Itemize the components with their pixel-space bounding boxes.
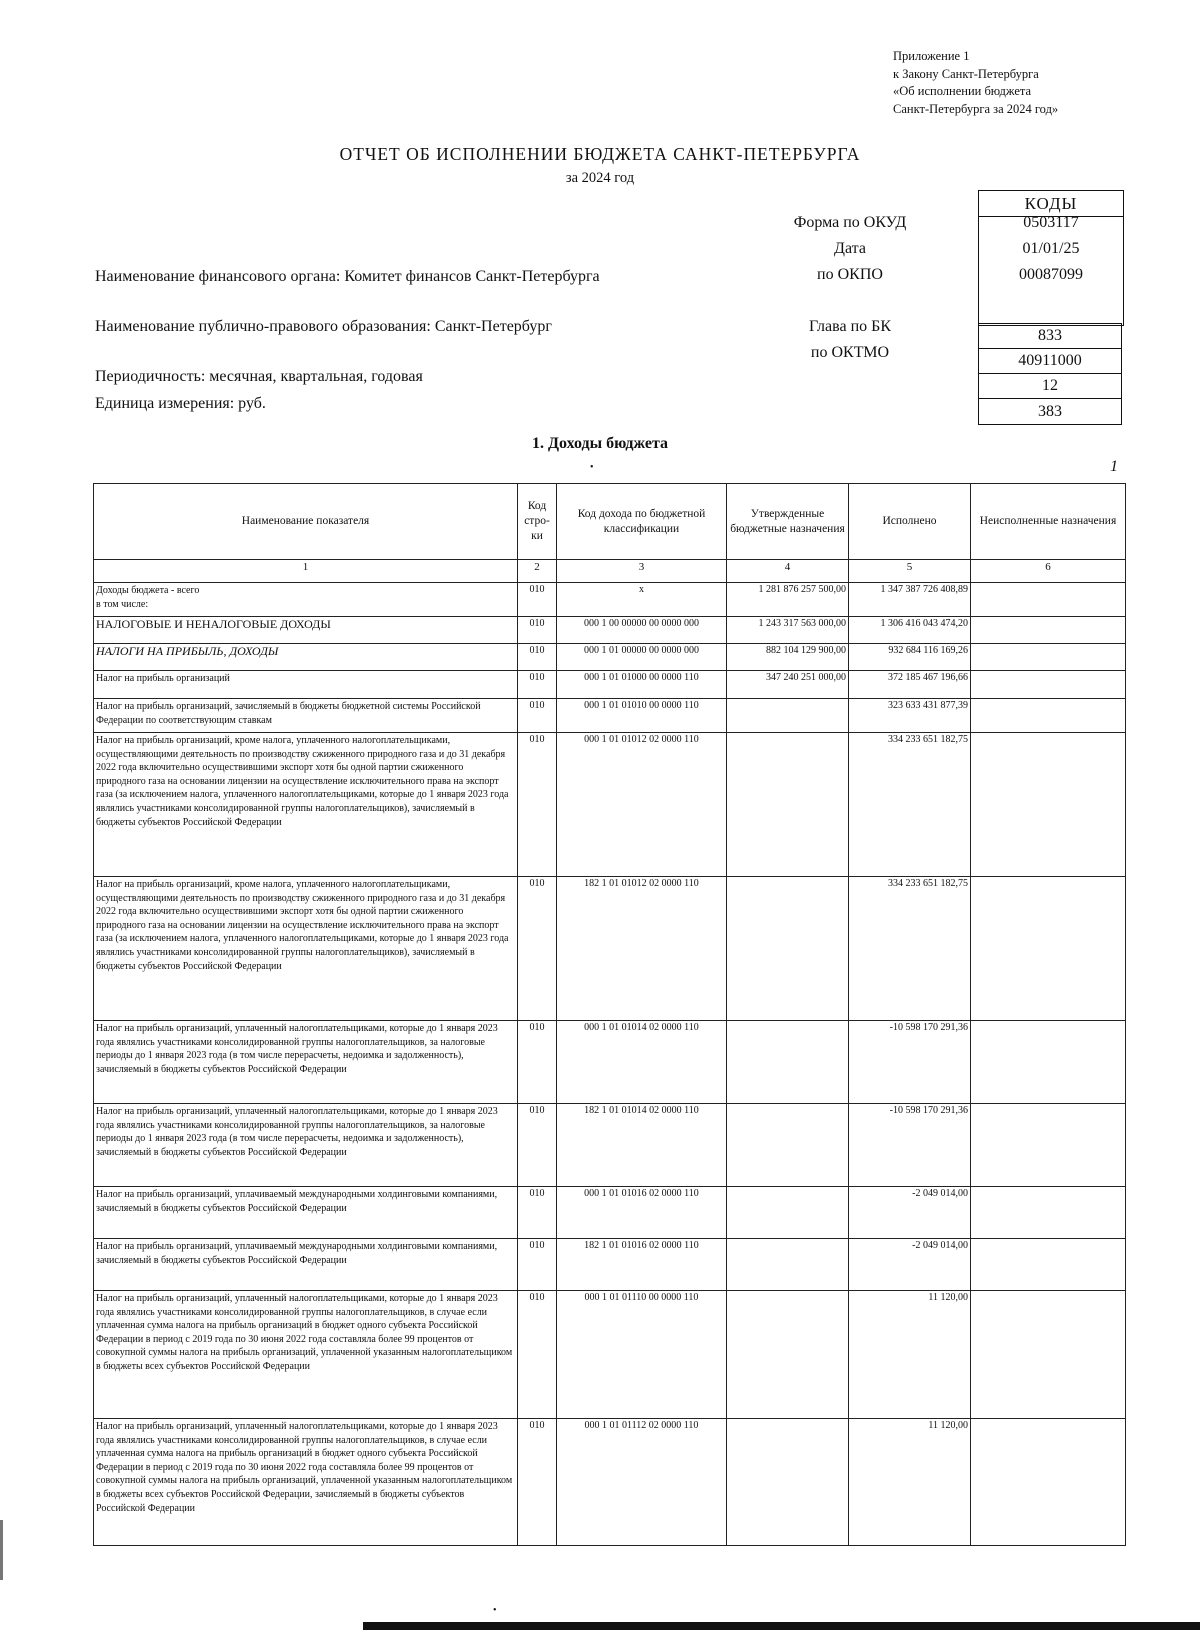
- row-kbk: 000 1 01 01016 02 0000 110: [557, 1187, 727, 1239]
- row-kbk: 000 1 00 00000 00 0000 000: [557, 617, 727, 644]
- row-executed: -2 049 014,00: [849, 1239, 971, 1291]
- row-name: Налог на прибыль организаций: [94, 671, 518, 699]
- appendix-line: Санкт-Петербурга за 2024 год»: [893, 101, 1059, 116]
- row-line-code: 010: [518, 671, 557, 699]
- row-kbk: 000 1 01 01014 02 0000 110: [557, 1021, 727, 1104]
- row-unexecuted: [971, 671, 1126, 699]
- row-name: НАЛОГОВЫЕ И НЕНАЛОГОВЫЕ ДОХОДЫ: [94, 617, 518, 644]
- row-name: Налог на прибыль организаций, уплаченный налогоплательщиками, которые до 1 января 2023 года являлись участниками консолидированной группы налогоплательщиков, в случае если уплаченная сумма налога на прибыль организаций в бюджет одного субъекта Российской Федерации в период с 2019 года по 30 июня 2022 года составляла более 99 процентов от совокупной суммы налога на прибыль организаций, уплаченной указанным налогоплательщиком в бюджеты всех субъектов Российской Федерации: [94, 1291, 518, 1419]
- header-executed: Исполнено: [849, 484, 971, 560]
- row-executed: 323 633 431 877,39: [849, 699, 971, 733]
- row-line-code: 010: [518, 699, 557, 733]
- header-name: Наименование показателя: [94, 484, 518, 560]
- row-executed: 334 233 651 182,75: [849, 733, 971, 877]
- col-number: 2: [518, 560, 557, 583]
- row-line-code: 010: [518, 733, 557, 877]
- col-number: 1: [94, 560, 518, 583]
- appendix-line: Приложение 1: [893, 49, 970, 63]
- row-kbk: 182 1 01 01014 02 0000 110: [557, 1104, 727, 1187]
- row-executed: -10 598 170 291,36: [849, 1021, 971, 1104]
- fin-org-name: Наименование финансового органа: Комитет финансов Санкт-Петербурга: [95, 268, 600, 285]
- row-kbk: 182 1 01 01016 02 0000 110: [557, 1239, 727, 1291]
- page-number: 1: [1110, 458, 1118, 475]
- row-name-line: Доходы бюджета - всего: [96, 585, 200, 596]
- oktmo-code: 40911000: [978, 348, 1122, 374]
- header-kbk: Код дохода по бюджетной классификации: [557, 484, 727, 560]
- row-name: Налог на прибыль организаций, кроме налога, уплаченного налогоплательщиками, осуществляющими деятельность по производству сжиженного природного газа и до 31 декабря 2022 года включительно осуществившими экспорт хотя бы одной партии сжиженного природного газа на основании лицензии на осуществление исключительного права на экспорт газа (за исключением налога, уплаченного налогоплательщиками, которые до 1 января 2023 года являлись участниками консолидированной группы налогоплательщиков), зачисляемый в бюджеты субъектов Российской Федерации: [94, 733, 518, 877]
- page-subtitle: за 2024 год: [565, 170, 635, 186]
- row-kbk: 000 1 01 01110 00 0000 110: [557, 1291, 727, 1419]
- table-row: [94, 1419, 1126, 1546]
- row-approved: 882 104 129 900,00: [727, 644, 849, 671]
- okpo-code: 00087099: [1019, 266, 1083, 283]
- table-row: [94, 877, 1126, 1021]
- row-unexecuted: [971, 1239, 1126, 1291]
- row-approved: [727, 1419, 849, 1546]
- row-executed: 1 347 387 726 408,89: [849, 583, 971, 617]
- table-row: [94, 1021, 1126, 1104]
- row-executed: 932 684 116 169,26: [849, 644, 971, 671]
- row-approved: [727, 1239, 849, 1291]
- page-title: ОТЧЕТ ОБ ИСПОЛНЕНИИ БЮДЖЕТА САНКТ-ПЕТЕРБУРГА: [339, 144, 861, 164]
- table-row: [94, 699, 1126, 733]
- row-executed: 372 185 467 196,66: [849, 671, 971, 699]
- row-executed: -10 598 170 291,36: [849, 1104, 971, 1187]
- row-approved: 1 243 317 563 000,00: [727, 617, 849, 644]
- okpo-label: по ОКПО: [817, 266, 883, 283]
- row-approved: [727, 1104, 849, 1187]
- col-number: 6: [971, 560, 1126, 583]
- header-line-code: Код стро- ки: [518, 484, 557, 560]
- scan-dot: •: [590, 462, 594, 473]
- row-executed: 1 306 416 043 474,20: [849, 617, 971, 644]
- row-line-code: 010: [518, 617, 557, 644]
- row-name: НАЛОГИ НА ПРИБЫЛЬ, ДОХОДЫ: [94, 644, 518, 671]
- row-unexecuted: [971, 583, 1126, 617]
- appendix-line: к Закону Санкт-Петербурга: [893, 66, 1039, 81]
- table-row: [94, 1187, 1126, 1239]
- row-kbk: x: [557, 583, 727, 617]
- row-executed: 11 120,00: [849, 1419, 971, 1546]
- table-row: [94, 617, 1126, 644]
- bk-label: Глава по БК: [809, 318, 891, 335]
- row-kbk: 000 1 01 01000 00 0000 110: [557, 671, 727, 699]
- row-name-line: в том числе:: [96, 598, 149, 610]
- row-line-code: 010: [518, 1291, 557, 1419]
- unit-code: 383: [978, 398, 1122, 425]
- row-executed: -2 049 014,00: [849, 1187, 971, 1239]
- col-number: 3: [557, 560, 727, 583]
- row-approved: 1 281 876 257 500,00: [727, 583, 849, 617]
- appendix-note: [893, 48, 1193, 118]
- row-approved: [727, 877, 849, 1021]
- row-kbk: 000 1 01 01112 02 0000 110: [557, 1419, 727, 1546]
- row-unexecuted: [971, 644, 1126, 671]
- row-kbk: 000 1 01 01012 02 0000 110: [557, 733, 727, 877]
- table-row: [94, 1104, 1126, 1187]
- row-kbk: 182 1 01 01012 02 0000 110: [557, 877, 727, 1021]
- row-approved: [727, 733, 849, 877]
- unit-of-measure: Единица измерения: руб.: [95, 395, 266, 412]
- row-line-code: 010: [518, 1021, 557, 1104]
- row-unexecuted: [971, 617, 1126, 644]
- row-line-code: 010: [518, 877, 557, 1021]
- row-unexecuted: [971, 877, 1126, 1021]
- row-unexecuted: [971, 733, 1126, 877]
- table-row: [94, 644, 1126, 671]
- public-entity-name: Наименование публично-правового образования: Санкт-Петербург: [95, 318, 552, 335]
- okud-label: Форма по ОКУД: [793, 214, 907, 231]
- row-executed: 11 120,00: [849, 1291, 971, 1419]
- row-line-code: 010: [518, 1187, 557, 1239]
- row-name: Налог на прибыль организаций, уплачиваемый международными холдинговыми компаниями, зачисляемый в бюджеты субъектов Российской Федерации: [94, 1187, 518, 1239]
- row-approved: [727, 1187, 849, 1239]
- row-name: Налог на прибыль организаций, кроме налога, уплаченного налогоплательщиками, осуществляющими деятельность по производству сжиженного природного газа и до 31 декабря 2022 года включительно осуществившими экспорт хотя бы одной партии сжиженного природного газа на основании лицензии на осуществление исключительного права на экспорт газа (за исключением налога, уплаченного налогоплательщиками, которые до 1 января 2023 года являлись участниками консолидированной группы налогоплательщиков), зачисляемый в бюджеты субъектов Российской Федерации: [94, 877, 518, 1021]
- row-line-code: 010: [518, 1104, 557, 1187]
- table-row: [94, 1239, 1126, 1291]
- header-approved: Утвержденные бюджетные назначения: [727, 484, 849, 560]
- row-approved: [727, 1291, 849, 1419]
- row-name: Налог на прибыль организаций, уплаченный налогоплательщиками, которые до 1 января 2023 года являлись участниками консолидированной группы налогоплательщиков, за налоговые периоды до 1 января 2023 года (в том числе перерасчеты, недоимка и задолженность), зачисляемый в бюджеты субъектов Российской Федерации: [94, 1104, 518, 1187]
- row-unexecuted: [971, 1187, 1126, 1239]
- codes-header: КОДЫ: [978, 190, 1124, 217]
- row-line-code: 010: [518, 644, 557, 671]
- row-line-code: 010: [518, 1239, 557, 1291]
- row-executed: 334 233 651 182,75: [849, 877, 971, 1021]
- bk-code: 833: [978, 323, 1122, 349]
- row-line-code: 010: [518, 583, 557, 617]
- revenue-table: [93, 483, 1126, 1546]
- section-title: 1. Доходы бюджета: [531, 435, 669, 452]
- row-approved: [727, 1021, 849, 1104]
- oktmo-label: по ОКТМО: [810, 344, 890, 361]
- periodicity: Периодичность: месячная, квартальная, годовая: [95, 368, 423, 385]
- row-unexecuted: [971, 1419, 1126, 1546]
- row-name: Налог на прибыль организаций, уплаченный налогоплательщиками, которые до 1 января 2023 года являлись участниками консолидированной группы налогоплательщиков, за налоговые периоды до 1 января 2023 года (в том числе перерасчеты, недоимка и задолженность), зачисляемый в бюджеты субъектов Российской Федерации: [94, 1021, 518, 1104]
- appendix-line: «Об исполнении бюджета: [893, 84, 1032, 98]
- date-label: Дата: [834, 240, 866, 257]
- okud-code: 0503117: [1023, 214, 1079, 231]
- date-code: 01/01/25: [1022, 240, 1080, 257]
- row-name: [94, 583, 518, 617]
- period-code: 12: [978, 373, 1122, 399]
- row-approved: [727, 699, 849, 733]
- row-name: Налог на прибыль организаций, уплачиваемый международными холдинговыми компаниями, зачисляемый в бюджеты субъектов Российской Федерации: [94, 1239, 518, 1291]
- row-line-code: 010: [518, 1419, 557, 1546]
- row-name: Налог на прибыль организаций, уплаченный налогоплательщиками, которые до 1 января 2023 года являлись участниками консолидированной группы налогоплательщиков, в случае если уплаченная сумма налога на прибыль организаций в бюджет одного субъекта Российской Федерации в период с 2019 года по 30 июня 2022 года составляла более 99 процентов от совокупной суммы налога на прибыль организаций, уплаченной указанным налогоплательщиком в бюджеты всех субъектов Российской Федерации, зачисляемый в бюджеты субъектов Российской Федерации: [94, 1419, 518, 1546]
- header-unexecuted: Неисполненные назначения: [971, 484, 1126, 560]
- table-row: [94, 1291, 1126, 1419]
- col-number: 5: [849, 560, 971, 583]
- scan-dot: •: [493, 1605, 497, 1616]
- row-unexecuted: [971, 1104, 1126, 1187]
- row-name: Налог на прибыль организаций, зачисляемый в бюджеты бюджетной системы Российской Федерации по соответствующим ставкам: [94, 699, 518, 733]
- table-row: [94, 671, 1126, 699]
- table-row: [94, 733, 1126, 877]
- row-kbk: 000 1 01 01010 00 0000 110: [557, 699, 727, 733]
- scan-edge-line: [363, 1622, 1200, 1630]
- table-row: [94, 583, 1126, 617]
- scan-edge-mark: [0, 1520, 3, 1580]
- row-kbk: 000 1 01 00000 00 0000 000: [557, 644, 727, 671]
- row-unexecuted: [971, 699, 1126, 733]
- row-approved: 347 240 251 000,00: [727, 671, 849, 699]
- row-unexecuted: [971, 1291, 1126, 1419]
- row-unexecuted: [971, 1021, 1126, 1104]
- col-number: 4: [727, 560, 849, 583]
